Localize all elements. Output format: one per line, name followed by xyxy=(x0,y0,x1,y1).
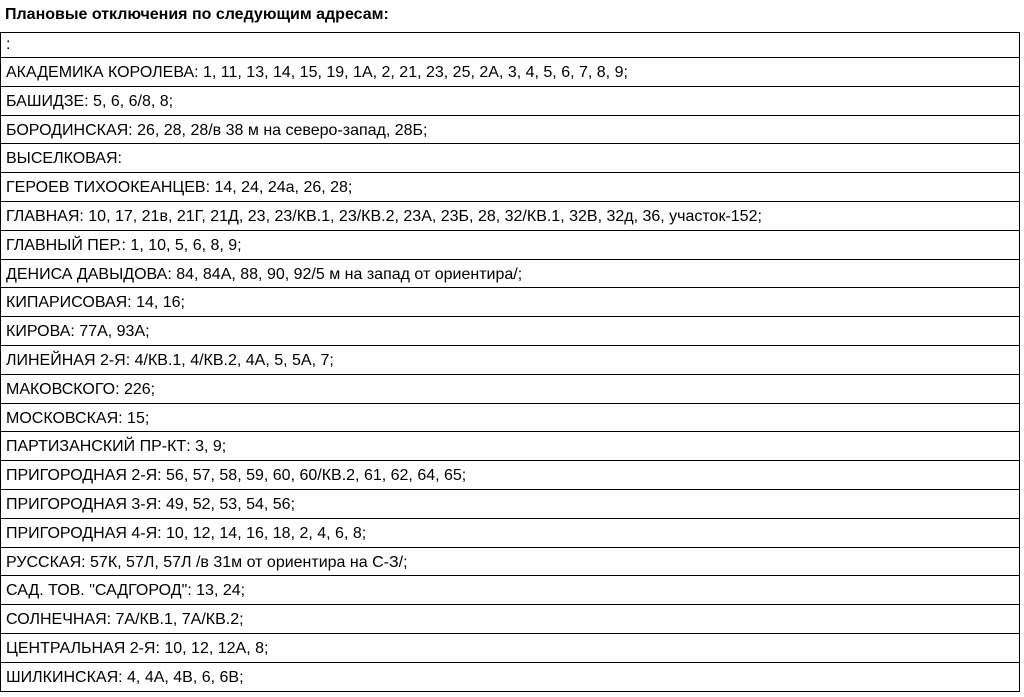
address-row: ШИЛКИНСКАЯ: 4, 4А, 4В, 6, 6В; xyxy=(1,663,1019,692)
address-row: БАШИДЗЕ: 5, 6, 6/8, 8; xyxy=(1,87,1019,116)
sheet-title: Плановые отключения по следующим адресам: xyxy=(0,0,1020,33)
address-row: ГЕРОЕВ ТИХООКЕАНЦЕВ: 14, 24, 24а, 26, 28; xyxy=(1,173,1019,202)
address-table xyxy=(0,33,1020,692)
address-row: МОСКОВСКАЯ: 15; xyxy=(1,404,1019,433)
address-row: ГЛАВНАЯ: 10, 17, 21в, 21Г, 21Д, 23, 23/КВ.1, 23/КВ.2, 23А, 23Б, 28, 32/КВ.1, 32В, 32д, 36, участок-152; xyxy=(1,202,1019,231)
address-row: ПАРТИЗАНСКИЙ ПР-КТ: 3, 9; xyxy=(1,432,1019,461)
address-row: МАКОВСКОГО: 226; xyxy=(1,375,1019,404)
address-row: АКАДЕМИКА КОРОЛЕВА: 1, 11, 13, 14, 15, 19, 1А, 2, 21, 23, 25, 2А, 3, 4, 5, 6, 7, 8, 9; xyxy=(1,58,1019,87)
address-row: ГЛАВНЫЙ ПЕР.: 1, 10, 5, 6, 8, 9; xyxy=(1,231,1019,260)
address-row: : xyxy=(1,33,1019,58)
address-row: ПРИГОРОДНАЯ 3-Я: 49, 52, 53, 54, 56; xyxy=(1,490,1019,519)
address-row: ЦЕНТРАЛЬНАЯ 2-Я: 10, 12, 12А, 8; xyxy=(1,634,1019,663)
address-row: ПРИГОРОДНАЯ 2-Я: 56, 57, 58, 59, 60, 60/КВ.2, 61, 62, 64, 65; xyxy=(1,461,1019,490)
address-row: ВЫСЕЛКОВАЯ: xyxy=(1,144,1019,173)
address-row: РУССКАЯ: 57К, 57Л, 57Л /в 31м от ориентира на С-З/; xyxy=(1,548,1019,577)
address-row: КИПАРИСОВАЯ: 14, 16; xyxy=(1,288,1019,317)
address-row: САД. ТОВ. "САДГОРОД": 13, 24; xyxy=(1,576,1019,605)
address-row: БОРОДИНСКАЯ: 26, 28, 28/в 38 м на северо-запад, 28Б; xyxy=(1,116,1019,145)
address-row: КИРОВА: 77А, 93А; xyxy=(1,317,1019,346)
address-row: СОЛНЕЧНАЯ: 7А/КВ.1, 7А/КВ.2; xyxy=(1,605,1019,634)
address-row: ДЕНИСА ДАВЫДОВА: 84, 84А, 88, 90, 92/5 м на запад от ориентира/; xyxy=(1,260,1019,289)
address-row: ЛИНЕЙНАЯ 2-Я: 4/КВ.1, 4/КВ.2, 4А, 5, 5А, 7; xyxy=(1,346,1019,375)
address-row: ПРИГОРОДНАЯ 4-Я: 10, 12, 14, 16, 18, 2, 4, 6, 8; xyxy=(1,519,1019,548)
